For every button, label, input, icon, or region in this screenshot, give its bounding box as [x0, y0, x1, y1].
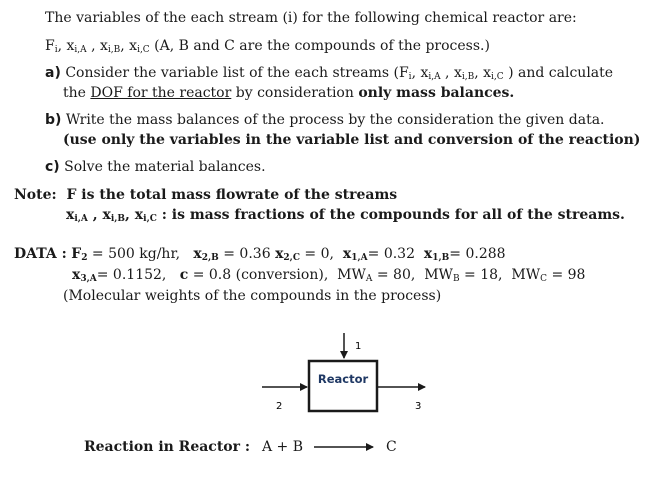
item-c-line-1: c) Solve the material balances.: [45, 159, 266, 175]
item-c-label: c): [45, 159, 60, 175]
data-line-1: DATA : $F_2 = 500$ kg/hr, $x_{2,B} = 0.36$ $x_{2,C} = 0$, $x_{1,A}= 0.32$ $x_{1,B}= 0.288$: [14, 246, 506, 263]
stream-1-label: 1: [355, 341, 362, 352]
note-label: Note:: [14, 187, 57, 203]
reaction-product: C: [386, 439, 397, 455]
intro-line-1: The variables of the each stream (i) for the following chemical reactor are:: [45, 10, 577, 26]
data-line-3: (Molecular weights of the compounds in the process): [63, 288, 442, 304]
reaction-label: Reaction in Reactor :: [84, 439, 251, 455]
item-b-label: b): [45, 112, 62, 128]
data-line-2: $x_{3,A}= 0.1152$, c = 0.8 (conversion), $MW_A = 80$, $MW_B = 18$, $MW_C = 98$: [72, 267, 586, 284]
stream-2-label: 2: [276, 401, 283, 412]
note-line-2: $x_{i,A}$ , $x_{i,B}$, $x_{i,C}$ : is mass fractions of the compounds for all of the streams.: [66, 207, 625, 224]
item-b-line-1: b) Write the mass balances of the process by the consideration the given data.: [45, 112, 605, 128]
intro-line-2: $F_i$, $x_{i,A}$ , $x_{i,B}$, $x_{i,C}$ (A, B and C are the compounds of the process.): [45, 38, 490, 55]
item-a-line-2: the DOF for the reactor by consideration only mass balances.: [63, 85, 515, 101]
item-a-line-1: a) Consider the variable list of the each streams ($F_i$, $x_{i,A}$ , $x_{i,B}$, $x_{i,C}$ ) and calculate: [45, 65, 614, 82]
reactor-label: Reactor: [317, 372, 369, 386]
dof-underlined-text: DOF for the reactor: [90, 85, 232, 101]
item-b-line-2: (use only the variables in the variable list and conversion of the reaction): [63, 132, 641, 148]
note-line-1: Note: F is the total mass flowrate of the streams: [14, 187, 398, 203]
data-label: DATA :: [14, 246, 67, 262]
item-a-label: a): [45, 65, 61, 81]
stream-3-label: 3: [415, 401, 422, 412]
reaction-reactants: A + B: [262, 439, 304, 455]
reactor-box: [309, 361, 377, 411]
